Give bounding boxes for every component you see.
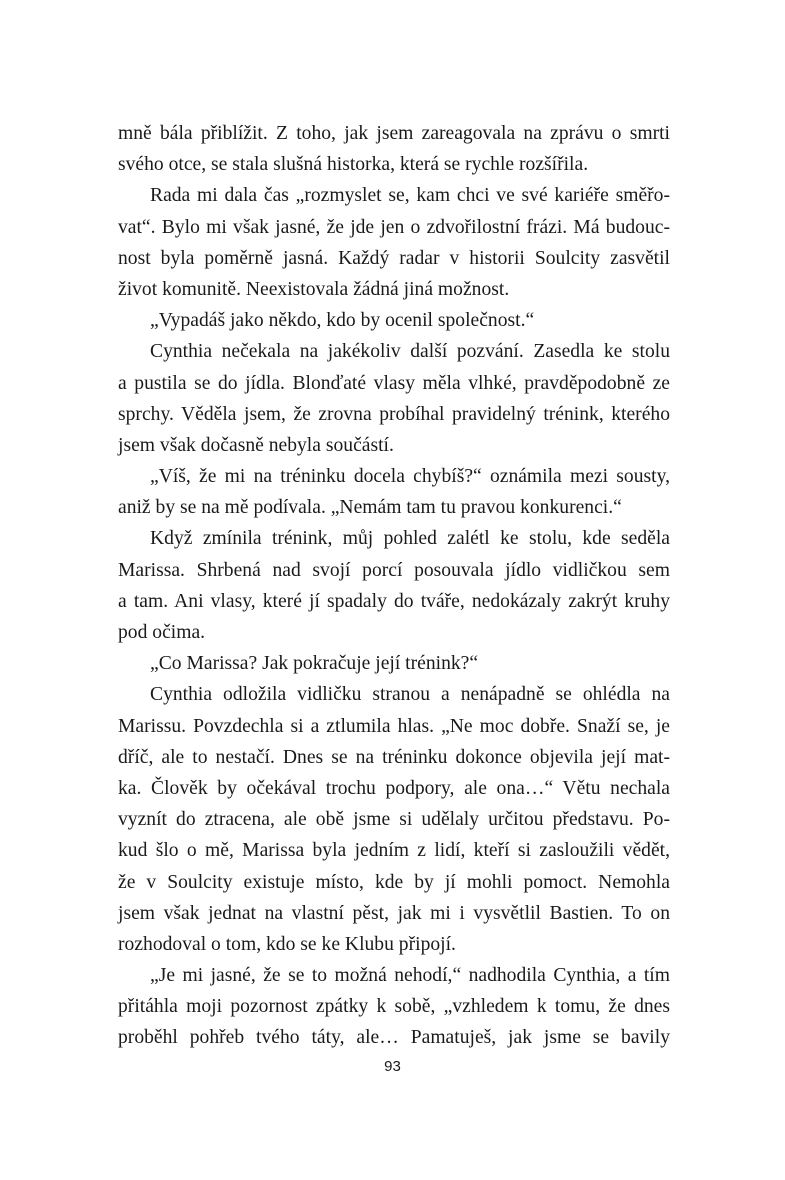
text-line: proběhl pohřeb tvého táty, ale… Pamatuješ, jak jsme se bavily	[118, 1027, 670, 1049]
text-line: Cynthia odložila vidličku stranou a nenápadně se ohlédla na	[150, 684, 670, 706]
text-line: kud šlo o mě, Marissa byla jedním z lidí, kteří si zasloužili vědět,	[118, 840, 670, 862]
text-line: ka. Člověk by očekával trochu podpory, ale ona…“ Větu nechala	[118, 777, 670, 799]
text-line: „Je mi jasné, že se to možná nehodí,“ nadhodila Cynthia, a tím	[150, 965, 670, 987]
text-line: Marissu. Povzdechla si a ztlumila hlas. „Ne moc dobře. Snaží se, je	[118, 715, 670, 737]
text-line: „Co Marissa? Jak pokračuje její trénink?“	[150, 653, 479, 675]
page-number: 93	[384, 1058, 401, 1075]
text-line: pod očima.	[118, 622, 206, 643]
text-line: mně bála přiblížit. Z toho, jak jsem zareagovala na zprávu o smrti	[118, 123, 670, 144]
text-line: a pustila se do jídla. Blonďaté vlasy měla vlhké, pravděpodobně ze	[118, 372, 670, 394]
text-line: Cynthia nečekala na jakékoliv další pozvání. Zasedla ke stolu	[150, 341, 670, 363]
text-line: Marissa. Shrbená nad svojí porcí posouvala jídlo vidličkou sem	[118, 559, 670, 581]
text-line: rozhodoval o tom, kdo se ke Klubu připojí.	[118, 933, 456, 955]
text-line: dříč, ale to nestačí. Dnes se na tréninku dokonce objevila její mat-	[118, 746, 670, 768]
text-line: jsem však jednat na vlastní pěst, jak mi i vysvětlil Bastien. To on	[118, 902, 670, 924]
text-line: že v Soulcity existuje místo, kde by jí mohli pomoct. Nemohla	[118, 871, 670, 893]
text-line: vyznít do ztracena, ale obě jsme si udělaly určitou představu. Po-	[118, 809, 670, 831]
text-line: Když zmínila trénink, můj pohled zalétl ke stolu, kde seděla	[150, 528, 670, 550]
text-line: jsem však dočasně nebyla součástí.	[118, 434, 394, 456]
text-line: vat“. Bylo mi však jasné, že jde jen o zdvořilostní frázi. Má budouc-	[118, 216, 670, 238]
text-line: sprchy. Věděla jsem, že zrovna probíhal pravidelný trénink, kterého	[118, 403, 670, 425]
text-line: Rada mi dala čas „rozmyslet se, kam chci ve své kariéře směřo-	[150, 185, 670, 207]
text-line: „Víš, že mi na tréninku docela chybíš?“ oznámila mezi sousty,	[150, 466, 670, 488]
text-line: život komunitě. Neexistovala žádná jiná možnost.	[118, 278, 510, 300]
text-line: aniž by se na mě podívala. „Nemám tam tu pravou konkurenci.“	[118, 497, 622, 519]
body-text	[118, 118, 670, 1054]
text-line: a tam. Ani vlasy, které jí spadaly do tváře, nedokázaly zakrýt kruhy	[118, 590, 670, 612]
text-line: svého otce, se stala slušná historka, která se rychle rozšířila.	[118, 154, 589, 176]
text-line: přitáhla moji pozornost zpátky k sobě, „vzhledem k tomu, že dnes	[118, 996, 670, 1018]
text-line: „Vypadáš jako někdo, kdo by ocenil společnost.“	[150, 310, 535, 332]
text-line: nost byla poměrně jasná. Každý radar v historii Soulcity zasvětil	[118, 247, 670, 269]
